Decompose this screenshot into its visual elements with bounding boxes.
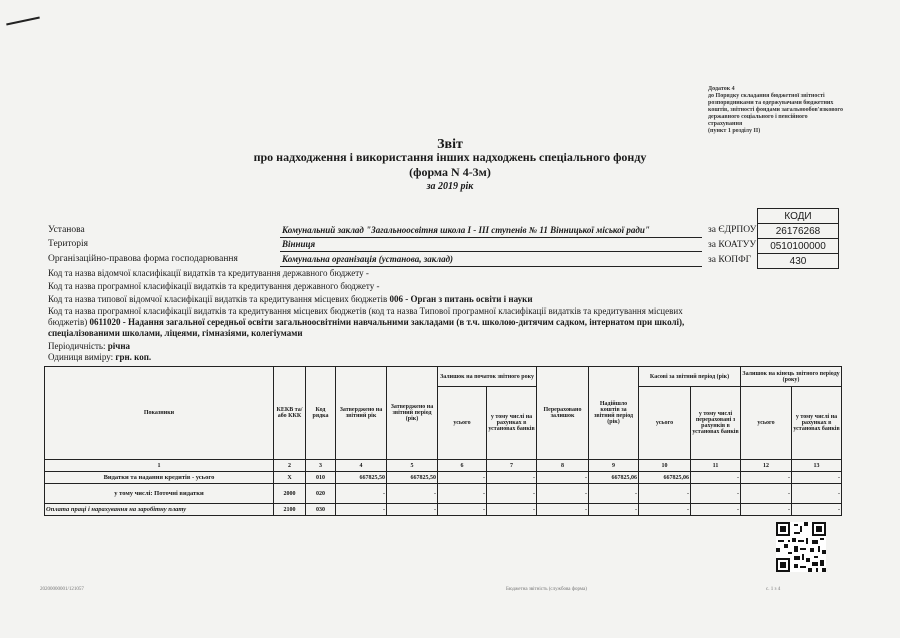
header-cash-expenses: Касові за звітний період (рік) <box>639 367 741 387</box>
row-cell: - <box>792 472 842 484</box>
table-row <box>45 484 842 504</box>
footer-page-number: с. 1 з 4 <box>766 587 781 592</box>
header-total: усього <box>438 387 487 460</box>
header-incl-transferred: у тому числі перераховані з рахунків в установах банків <box>691 387 741 460</box>
col-number: 4 <box>336 460 387 472</box>
periodicity-label: Періодичність: <box>48 341 108 351</box>
territory-label: Територія <box>48 239 89 249</box>
row-cell: 667825,50 <box>387 472 438 484</box>
appendix-line: (пункт 1 розділу II) <box>708 128 761 134</box>
table-row <box>45 504 842 516</box>
header-incl-banks: у тому числі на рахунках в установах банків <box>792 387 842 460</box>
col-number: 13 <box>792 460 842 472</box>
row-cell: - <box>438 504 487 516</box>
header-approved-year: Затверджено на звітний рік <box>336 367 387 460</box>
periodicity-value: річна <box>107 341 131 351</box>
row-kekv: X <box>274 472 306 484</box>
appendix-line: коштів, звітності фондами загальнообов'язкового <box>708 107 844 113</box>
row-cell: - <box>691 472 741 484</box>
header-transferred: Перераховано залишок <box>537 367 589 460</box>
row-cell: - <box>537 484 589 504</box>
header-row-code: Код рядка <box>306 367 336 460</box>
report-title: Звіт <box>437 137 463 152</box>
appendix-line: до Порядку складання бюджетної звітності <box>708 93 825 99</box>
koatuu-label: за КОАТУУ <box>708 240 757 250</box>
row-cell: 667825,06 <box>589 472 639 484</box>
edrpou-code: 26176268 <box>758 224 839 239</box>
edrpou-label: за ЄДРПОУ <box>708 225 757 235</box>
kopfg-code: 430 <box>758 254 839 269</box>
row-cell: - <box>792 504 842 516</box>
koatuu-code: 0510100000 <box>758 239 839 254</box>
header-total: усього <box>639 387 691 460</box>
row-cell: - <box>487 472 537 484</box>
row-cell: - <box>336 484 387 504</box>
header-balance-start: Залишок на початок звітного року <box>438 367 537 387</box>
unit-value: грн. коп. <box>115 352 152 362</box>
row-cell: - <box>537 504 589 516</box>
col-number: 6 <box>438 460 487 472</box>
col-number: 5 <box>387 460 438 472</box>
row-cell: - <box>691 484 741 504</box>
row-cell: - <box>741 484 792 504</box>
pen-mark <box>6 16 40 25</box>
col-number: 12 <box>741 460 792 472</box>
row-cell: - <box>336 504 387 516</box>
header-approved-period: Затверджено на звітний період (рік) <box>387 367 438 460</box>
row-cell: - <box>589 484 639 504</box>
header-balance-end: Залишок на кінець звітного періоду (року) <box>741 367 842 387</box>
col-number: 7 <box>487 460 537 472</box>
col-number: 11 <box>691 460 741 472</box>
row-cell: - <box>438 484 487 504</box>
report-subtitle: про надходження і використання інших надходжень спеціального фонду <box>253 150 647 164</box>
column-numbers-row <box>45 460 842 472</box>
codes-title: КОДИ <box>758 209 839 224</box>
row-cell: - <box>537 472 589 484</box>
row-cell: - <box>792 484 842 504</box>
col-number: 10 <box>639 460 691 472</box>
header-incl-banks: у тому числі на рахунках в установах банків <box>487 387 537 460</box>
row-code: 010 <box>306 472 336 484</box>
row-cell: - <box>487 504 537 516</box>
row-cell: - <box>387 504 438 516</box>
col-number: 3 <box>306 460 336 472</box>
col-number: 2 <box>274 460 306 472</box>
typical-classification-line <box>48 294 533 304</box>
report-table <box>44 366 842 516</box>
row-cell: 667825,06 <box>639 472 691 484</box>
row-cell: - <box>487 484 537 504</box>
local-program-value: 0611020 - Надання загальної середньої освіти загальноосвітніми навчальними закладами (в т.ч. школою-дитячим садком, інтернатом при школі), спеціалізованими школами, ліцеями, гімназіями, колегіумами <box>48 317 685 338</box>
local-program-label: Код та назва програмної класифікації видатків та кредитування місцевих бюджетів (код та назва Типової програмної класифікації видатків та кредитування місцевих бюджетів) <box>48 306 683 327</box>
row-indicator: у тому числі: Поточні видатки <box>45 484 274 504</box>
unit-line <box>48 352 151 362</box>
row-cell: - <box>589 504 639 516</box>
row-indicator: Видатки та надання кредитів - усього <box>45 472 274 484</box>
report-year: за 2019 рік <box>426 181 474 192</box>
dept-classification-line: Код та назва відомчої класифікації видатків та кредитування державного бюджету - <box>48 268 369 278</box>
row-cell: - <box>387 484 438 504</box>
header-received: Надійшло коштів за звітний період (рік) <box>589 367 639 460</box>
row-cell: - <box>741 504 792 516</box>
header-indicators: Показники <box>45 367 274 460</box>
appendix-line: страхування <box>708 121 743 127</box>
footer-doc-number: 20200000001/121057 <box>40 587 84 592</box>
kopfg-label: за КОПФГ <box>708 255 752 265</box>
row-cell: 667825,50 <box>336 472 387 484</box>
col-number: 9 <box>589 460 639 472</box>
row-code: 030 <box>306 504 336 516</box>
legal-form-label: Організаційно-правова форма господарювання <box>48 254 238 264</box>
appendix-line: розпорядниками та одержувачами бюджетних <box>708 100 834 106</box>
table-row <box>45 472 842 484</box>
underline <box>280 251 702 252</box>
header-total: усього <box>741 387 792 460</box>
row-kekv: 2000 <box>274 484 306 504</box>
col-number: 1 <box>45 460 274 472</box>
row-code: 020 <box>306 484 336 504</box>
row-cell: - <box>639 504 691 516</box>
institution-value: Комунальний заклад "Загальноосвітня школа I - III ступенів № 11 Вінницької міської ради" <box>282 225 650 235</box>
unit-label: Одиниця виміру: <box>48 352 116 362</box>
row-indicator: Оплата праці і нарахування на заробітну плату <box>45 504 274 516</box>
underline <box>280 237 702 238</box>
typical-classification-value: 006 - Орган з питань освіти і науки <box>389 294 533 304</box>
row-cell: - <box>438 472 487 484</box>
typical-classification-label: Код та назва типової відомчої класифікації видатків та кредитування місцевих бюджетів <box>48 294 390 304</box>
row-kekv: 2100 <box>274 504 306 516</box>
qr-code <box>776 522 826 572</box>
footer-center-text: Бюджетна звітність (службова форма) <box>506 587 587 592</box>
codes-table <box>757 208 839 269</box>
col-number: 8 <box>537 460 589 472</box>
periodicity-line <box>48 341 130 351</box>
program-classification-line: Код та назва програмної класифікації видатків та кредитування державного бюджету - <box>48 281 380 291</box>
territory-value: Вінниця <box>282 239 316 249</box>
appendix-note <box>708 86 848 135</box>
underline <box>280 266 702 267</box>
row-cell: - <box>639 484 691 504</box>
legal-form-value: Комунальна організація (установа, заклад) <box>282 254 454 264</box>
institution-label: Установа <box>48 225 85 235</box>
appendix-line: Додаток 4 <box>708 86 735 92</box>
local-program-classification <box>48 306 708 339</box>
header-kekv: КЕКВ та/або ККК <box>274 367 306 460</box>
report-form: (форма N 4-3м) <box>409 165 491 179</box>
appendix-line: державного соціального і пенсійного <box>708 114 808 120</box>
row-cell: - <box>691 504 741 516</box>
row-cell: - <box>741 472 792 484</box>
